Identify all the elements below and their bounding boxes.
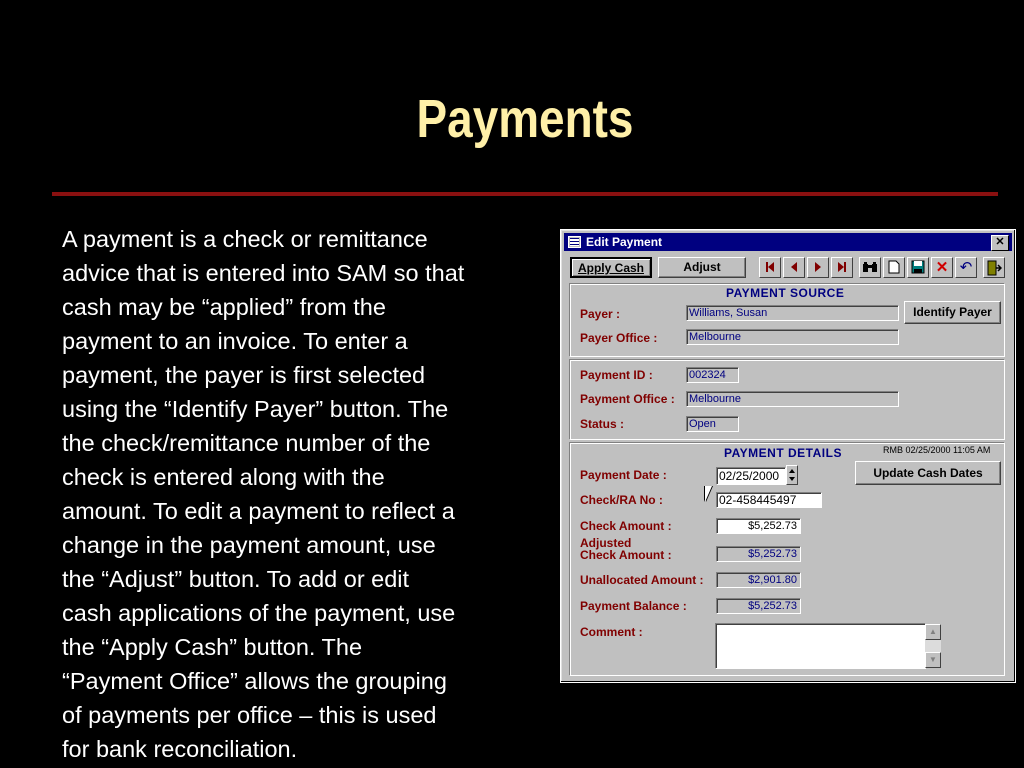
payment-details-header: PAYMENT DETAILS: [724, 446, 842, 460]
adjust-label: Adjust: [683, 260, 721, 274]
check-no-field[interactable]: 02-458445497: [716, 492, 822, 508]
check-amount-label: Check Amount :: [580, 519, 672, 533]
apply-cash-label: Apply Cash: [577, 261, 644, 275]
undo-icon[interactable]: ↶: [955, 257, 977, 278]
save-icon[interactable]: [907, 257, 929, 278]
binoculars-icon[interactable]: [859, 257, 881, 278]
payment-office-label: Payment Office :: [580, 392, 675, 406]
payer-label: Payer :: [580, 307, 621, 321]
identify-payer-label: Identify Payer: [913, 305, 992, 319]
status-label: Status :: [580, 417, 625, 431]
adjust-button[interactable]: [658, 257, 746, 278]
apply-cash-button[interactable]: [570, 257, 652, 278]
slide-body-text: A payment is a check or remittance advice that is entered into SAM so that cash may be “applied” from the payment to an invoice. To enter a payment, the payer is first selected using the “Identify Payer” button. The the check/remittance number of the check is entered along with the amount. To edit a payment to reflect a change in the payment amount, use the “Adjust” button. To add or edit cash applications of the payment, use the “Apply Cash” button. The “Payment Office” allows the grouping of payments per office – this is used for bank reconciliation.: [62, 226, 465, 762]
unallocated-amount-field[interactable]: $2,901.80: [716, 572, 801, 588]
window-title: Edit Payment: [586, 235, 663, 249]
adjusted-label-line2: Check Amount :: [580, 548, 672, 562]
form-icon: [568, 236, 581, 248]
slide-title: Payments: [416, 89, 634, 149]
payment-date-label: Payment Date :: [580, 468, 667, 482]
check-amount-field[interactable]: $5,252.73: [716, 518, 801, 534]
window-titlebar[interactable]: [564, 233, 1012, 251]
next-record-icon[interactable]: [807, 257, 829, 278]
new-document-icon[interactable]: [883, 257, 905, 278]
edit-payment-window: [560, 229, 1016, 683]
close-icon[interactable]: ✕: [991, 235, 1009, 251]
title-divider: [52, 192, 998, 196]
mouse-cursor-icon: [705, 486, 712, 502]
comment-label: Comment :: [580, 625, 643, 639]
identify-payer-button[interactable]: [904, 301, 1001, 324]
check-no-label: Check/RA No :: [580, 493, 663, 507]
comment-scrollbar[interactable]: [925, 624, 941, 668]
unallocated-amount-label: Unallocated Amount :: [580, 573, 704, 587]
payment-id-label: Payment ID :: [580, 368, 653, 382]
last-record-icon[interactable]: [831, 257, 853, 278]
adjusted-check-amount-field[interactable]: $5,252.73: [716, 546, 801, 562]
payment-balance-field[interactable]: $5,252.73: [716, 598, 801, 614]
comment-textarea[interactable]: [715, 623, 926, 669]
scroll-up-icon[interactable]: ▲: [925, 624, 941, 640]
update-cash-dates-button[interactable]: [855, 461, 1001, 485]
audit-stamp: RMB 02/25/2000 11:05 AM: [883, 445, 991, 455]
payment-source-header: PAYMENT SOURCE: [726, 286, 845, 300]
date-spinner[interactable]: [786, 465, 798, 485]
payment-balance-label: Payment Balance :: [580, 599, 687, 613]
adjusted-label-line1: Adjusted: [580, 536, 632, 550]
prev-record-icon[interactable]: [783, 257, 805, 278]
status-field[interactable]: Open: [686, 416, 739, 432]
adjusted-check-amount-label: [580, 537, 672, 561]
first-record-icon[interactable]: [759, 257, 781, 278]
update-cash-dates-label: Update Cash Dates: [873, 466, 983, 480]
scroll-down-icon[interactable]: ▼: [925, 652, 941, 668]
payer-field[interactable]: Williams, Susan: [686, 305, 899, 321]
payment-office-field[interactable]: Melbourne: [686, 391, 899, 407]
payment-id-field[interactable]: 002324: [686, 367, 739, 383]
payment-date-field[interactable]: 02/25/2000: [716, 467, 786, 485]
exit-icon[interactable]: [983, 257, 1005, 278]
delete-icon[interactable]: ✕: [931, 257, 953, 278]
payer-office-field[interactable]: Melbourne: [686, 329, 899, 345]
payer-office-label: Payer Office :: [580, 331, 658, 345]
